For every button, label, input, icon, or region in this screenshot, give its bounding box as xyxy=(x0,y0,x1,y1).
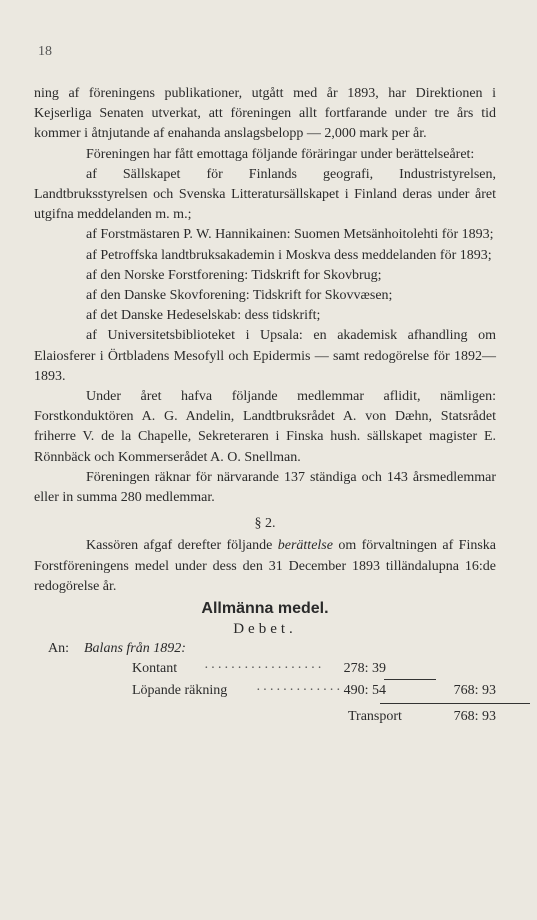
paragraph xyxy=(34,536,496,597)
page-number: 18 xyxy=(38,44,52,59)
paragraph: af det Danske Hedeselskab: dess tidskrift; xyxy=(86,308,321,324)
ledger-row-value: 490: 54 xyxy=(343,683,386,699)
ledger-row-total: 768: 93 xyxy=(453,683,496,699)
paragraph: af Petroffska landtbruksakademin i Moskva dess meddelanden för 1893; xyxy=(86,247,492,263)
paragraph: af den Danske Skovforening: Tidskrift for Skovvæsen; xyxy=(86,288,393,304)
paragraph-italic: berättelse xyxy=(277,538,333,554)
ledger-row-label: Kontant xyxy=(132,661,178,677)
ledger-table xyxy=(34,639,496,763)
transport-value: 768: 93 xyxy=(453,709,496,725)
body-text xyxy=(34,84,496,763)
ledger-heading: Allmänna medel. xyxy=(201,600,329,618)
paragraph: Under året hafva följande medlemmar aflidit, nämligen: Forstkonduktören A. G. Andelin, Landtbruksrådet A. von Dæhn, Statsrådet friherre V. de la Chapelle, Sekreteraren i Finska hush. sällskapet magister E. Rönnbäck och Kommerserådet A. O. Snellman. xyxy=(34,389,496,465)
section-mark: § 2. xyxy=(254,516,276,532)
paragraph: ning af föreningens publikationer, utgått med år 1893, har Direktionen i Kejserliga Senaten utverkat, att föreningen allt fortfarande under tre års tid kommer i åtnjutande af enahanda anslagsbelopp — 2,000 mark per år. xyxy=(34,86,496,142)
ledger-row-an xyxy=(34,639,496,659)
paragraph: Föreningen räknar för närvarande 137 ständiga och 143 årsmedlemmar eller in summa 280 medlemmar. xyxy=(34,469,496,506)
paragraph-text: Kassören afgaf derefter följande xyxy=(86,538,278,554)
ledger-row-dots: ·················· xyxy=(204,661,324,677)
ledger-transport-rule xyxy=(380,703,530,704)
ledger-transport-row xyxy=(34,707,496,727)
ledger-row-label: Löpande räkning xyxy=(132,683,228,699)
paragraph-text: om förvaltningen af Finska Forstföreningens medel under dess den 31 December 1893 tilländalupna 16:de redogörelse år. xyxy=(34,538,496,594)
ledger-subheading: Debet. xyxy=(233,621,297,638)
ledger-row-dots: ············· xyxy=(256,683,343,699)
ledger-an-label: An: xyxy=(48,641,69,657)
ledger-row xyxy=(34,681,496,701)
ledger-row xyxy=(34,659,496,679)
paragraph: af Universitetsbiblioteket i Upsala: en akademisk afhandling om Elaiosferer i Örtbladens Mesofyll och Epidermis — samt redogörelse för 1892—1893. xyxy=(34,328,496,384)
ledger-sum-rule xyxy=(384,679,436,680)
paragraph: Föreningen har fått emottaga följande föräringar under berättelseåret: xyxy=(86,146,475,162)
transport-label: Transport xyxy=(348,709,402,725)
ledger-row-value: 278: 39 xyxy=(343,661,386,677)
paragraph: af den Norske Forstforening: Tidskrift for Skovbrug; xyxy=(86,267,382,283)
paragraph: af Forstmästaren P. W. Hannikainen: Suomen Metsänhoitolehti för 1893; xyxy=(86,227,494,243)
paragraph: af Sällskapet för Finlands geografi, Industristyrelsen, Landtbruksstyrelsen och Svenska Litteratursällskapet i Finland deras under året utgifna meddelanden m. m.; xyxy=(34,166,496,223)
ledger-an-italic: Balans från 1892: xyxy=(84,641,186,657)
